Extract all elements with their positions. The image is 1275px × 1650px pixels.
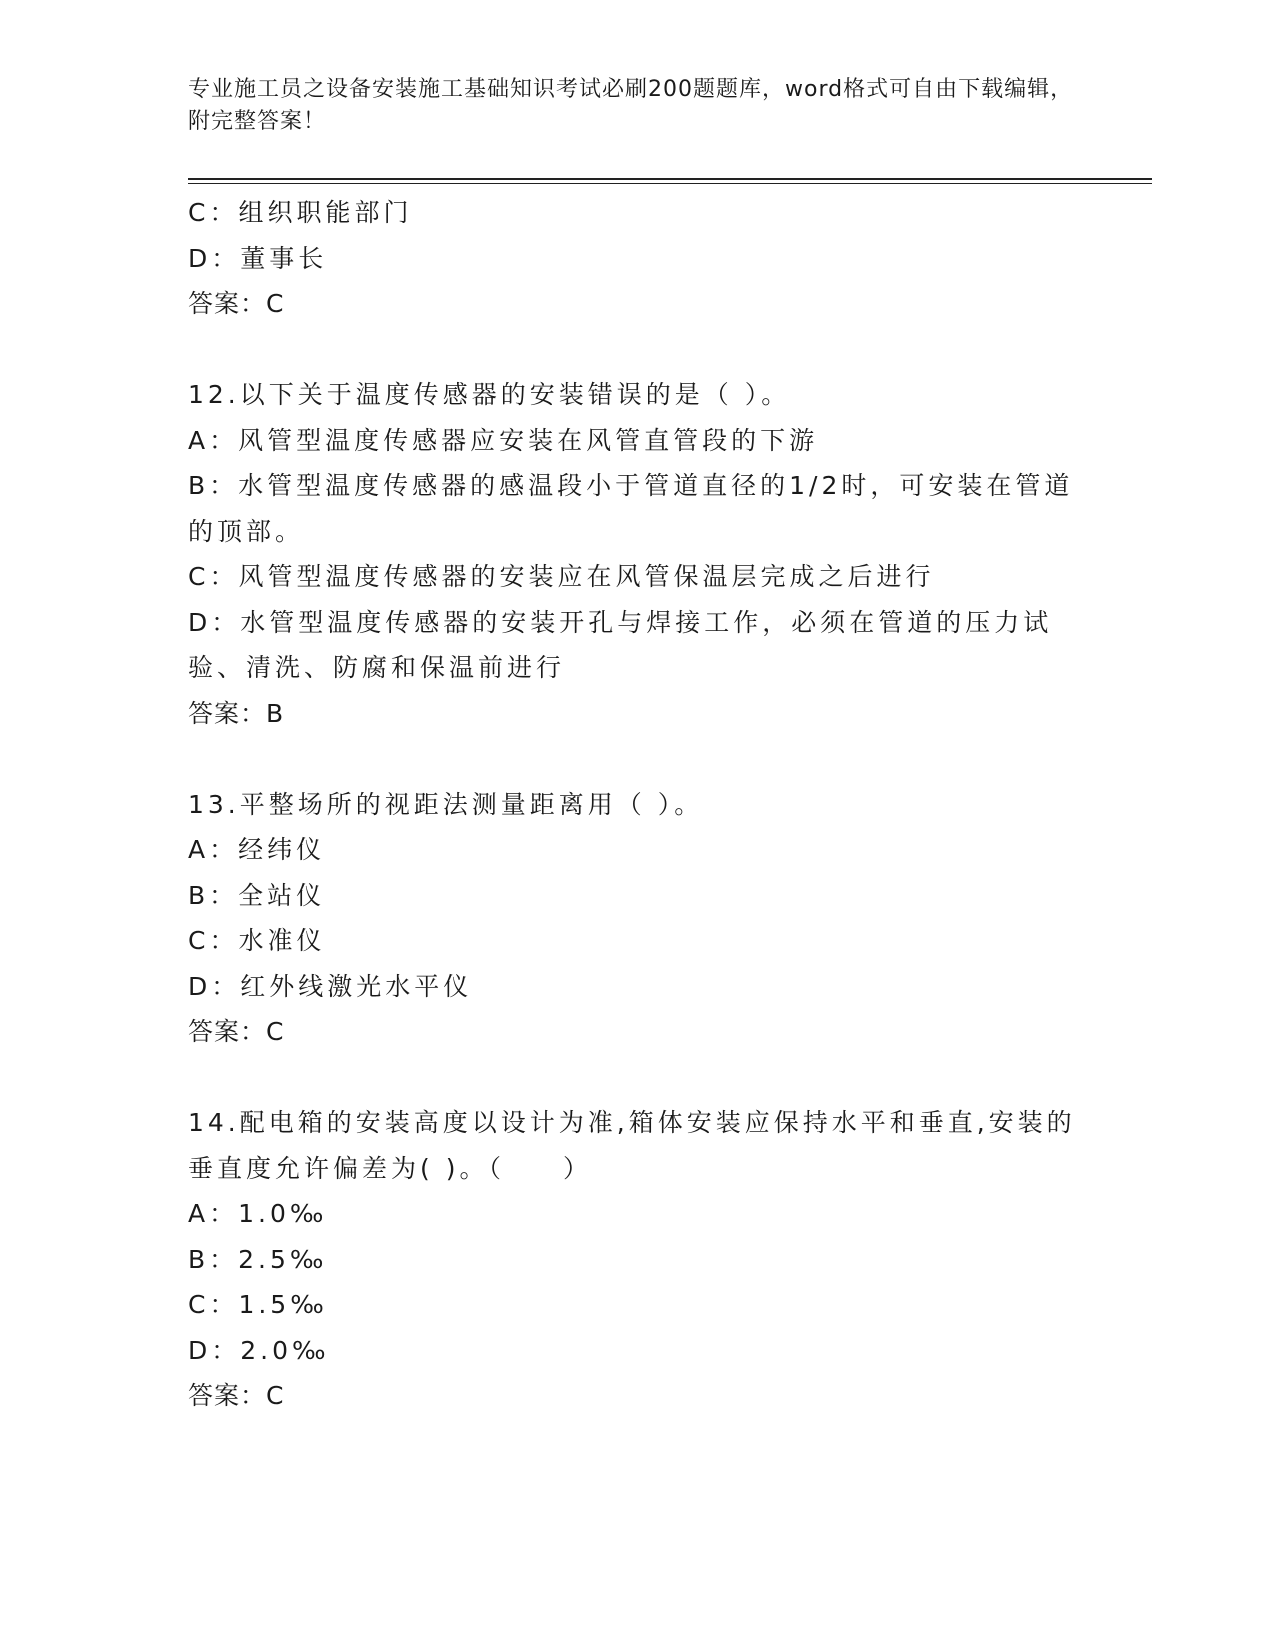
question-stem: 14.配电箱的安装高度以设计为准,箱体安装应保持水平和垂直,安装的垂直度允许偏差为( )。（ ） <box>188 1108 1076 1183</box>
header-divider-thick <box>188 178 1152 180</box>
option-a: A：1.0‰ <box>188 1199 328 1228</box>
option-d: D：2.0‰ <box>188 1335 330 1365</box>
option-d: D：董事长 <box>188 243 328 273</box>
answer: 答案：C <box>188 1381 285 1410</box>
spacer <box>188 1055 1088 1101</box>
answer: 答案：C <box>188 1017 285 1046</box>
question-12 <box>188 372 1088 736</box>
question-content <box>188 190 1088 1419</box>
question-stem: 13.平整场所的视距法测量距离用（ ）。 <box>188 789 704 819</box>
option-b: B：2.5‰ <box>188 1244 328 1274</box>
question-13 <box>188 782 1088 1055</box>
spacer <box>188 327 1088 373</box>
question-stem: 12.以下关于温度传感器的安装错误的是（ ）。 <box>188 380 791 409</box>
option-a: A：经纬仪 <box>188 835 326 864</box>
option-c: C：1.5‰ <box>188 1290 328 1319</box>
answer: 答案：B <box>188 698 285 728</box>
option-c: C：组织职能部门 <box>188 198 413 227</box>
option-b: B：全站仪 <box>188 880 326 910</box>
partial-question <box>188 190 1088 327</box>
header-divider-thin <box>188 183 1152 184</box>
option-d: D：红外线激光水平仪 <box>188 971 473 1001</box>
answer: 答案：C <box>188 289 285 318</box>
document-header: 专业施工员之设备安装施工基础知识考试必刷200题题库，word格式可自由下载编辑，附完整答案！ <box>188 77 1074 134</box>
question-14 <box>188 1100 1088 1419</box>
option-b: B：水管型温度传感器的感温段小于管道直径的1/2时，可安装在管道的顶部。 <box>188 471 1074 546</box>
option-a: A：风管型温度传感器应安装在风管直管段的下游 <box>188 425 819 455</box>
spacer <box>188 736 1088 782</box>
option-c: C：风管型温度传感器的安装应在风管保温层完成之后进行 <box>188 562 935 591</box>
option-c: C：水准仪 <box>188 926 326 955</box>
option-d: D：水管型温度传感器的安装开孔与焊接工作，必须在管道的压力试验、清洗、防腐和保温前进行 <box>188 607 1053 682</box>
